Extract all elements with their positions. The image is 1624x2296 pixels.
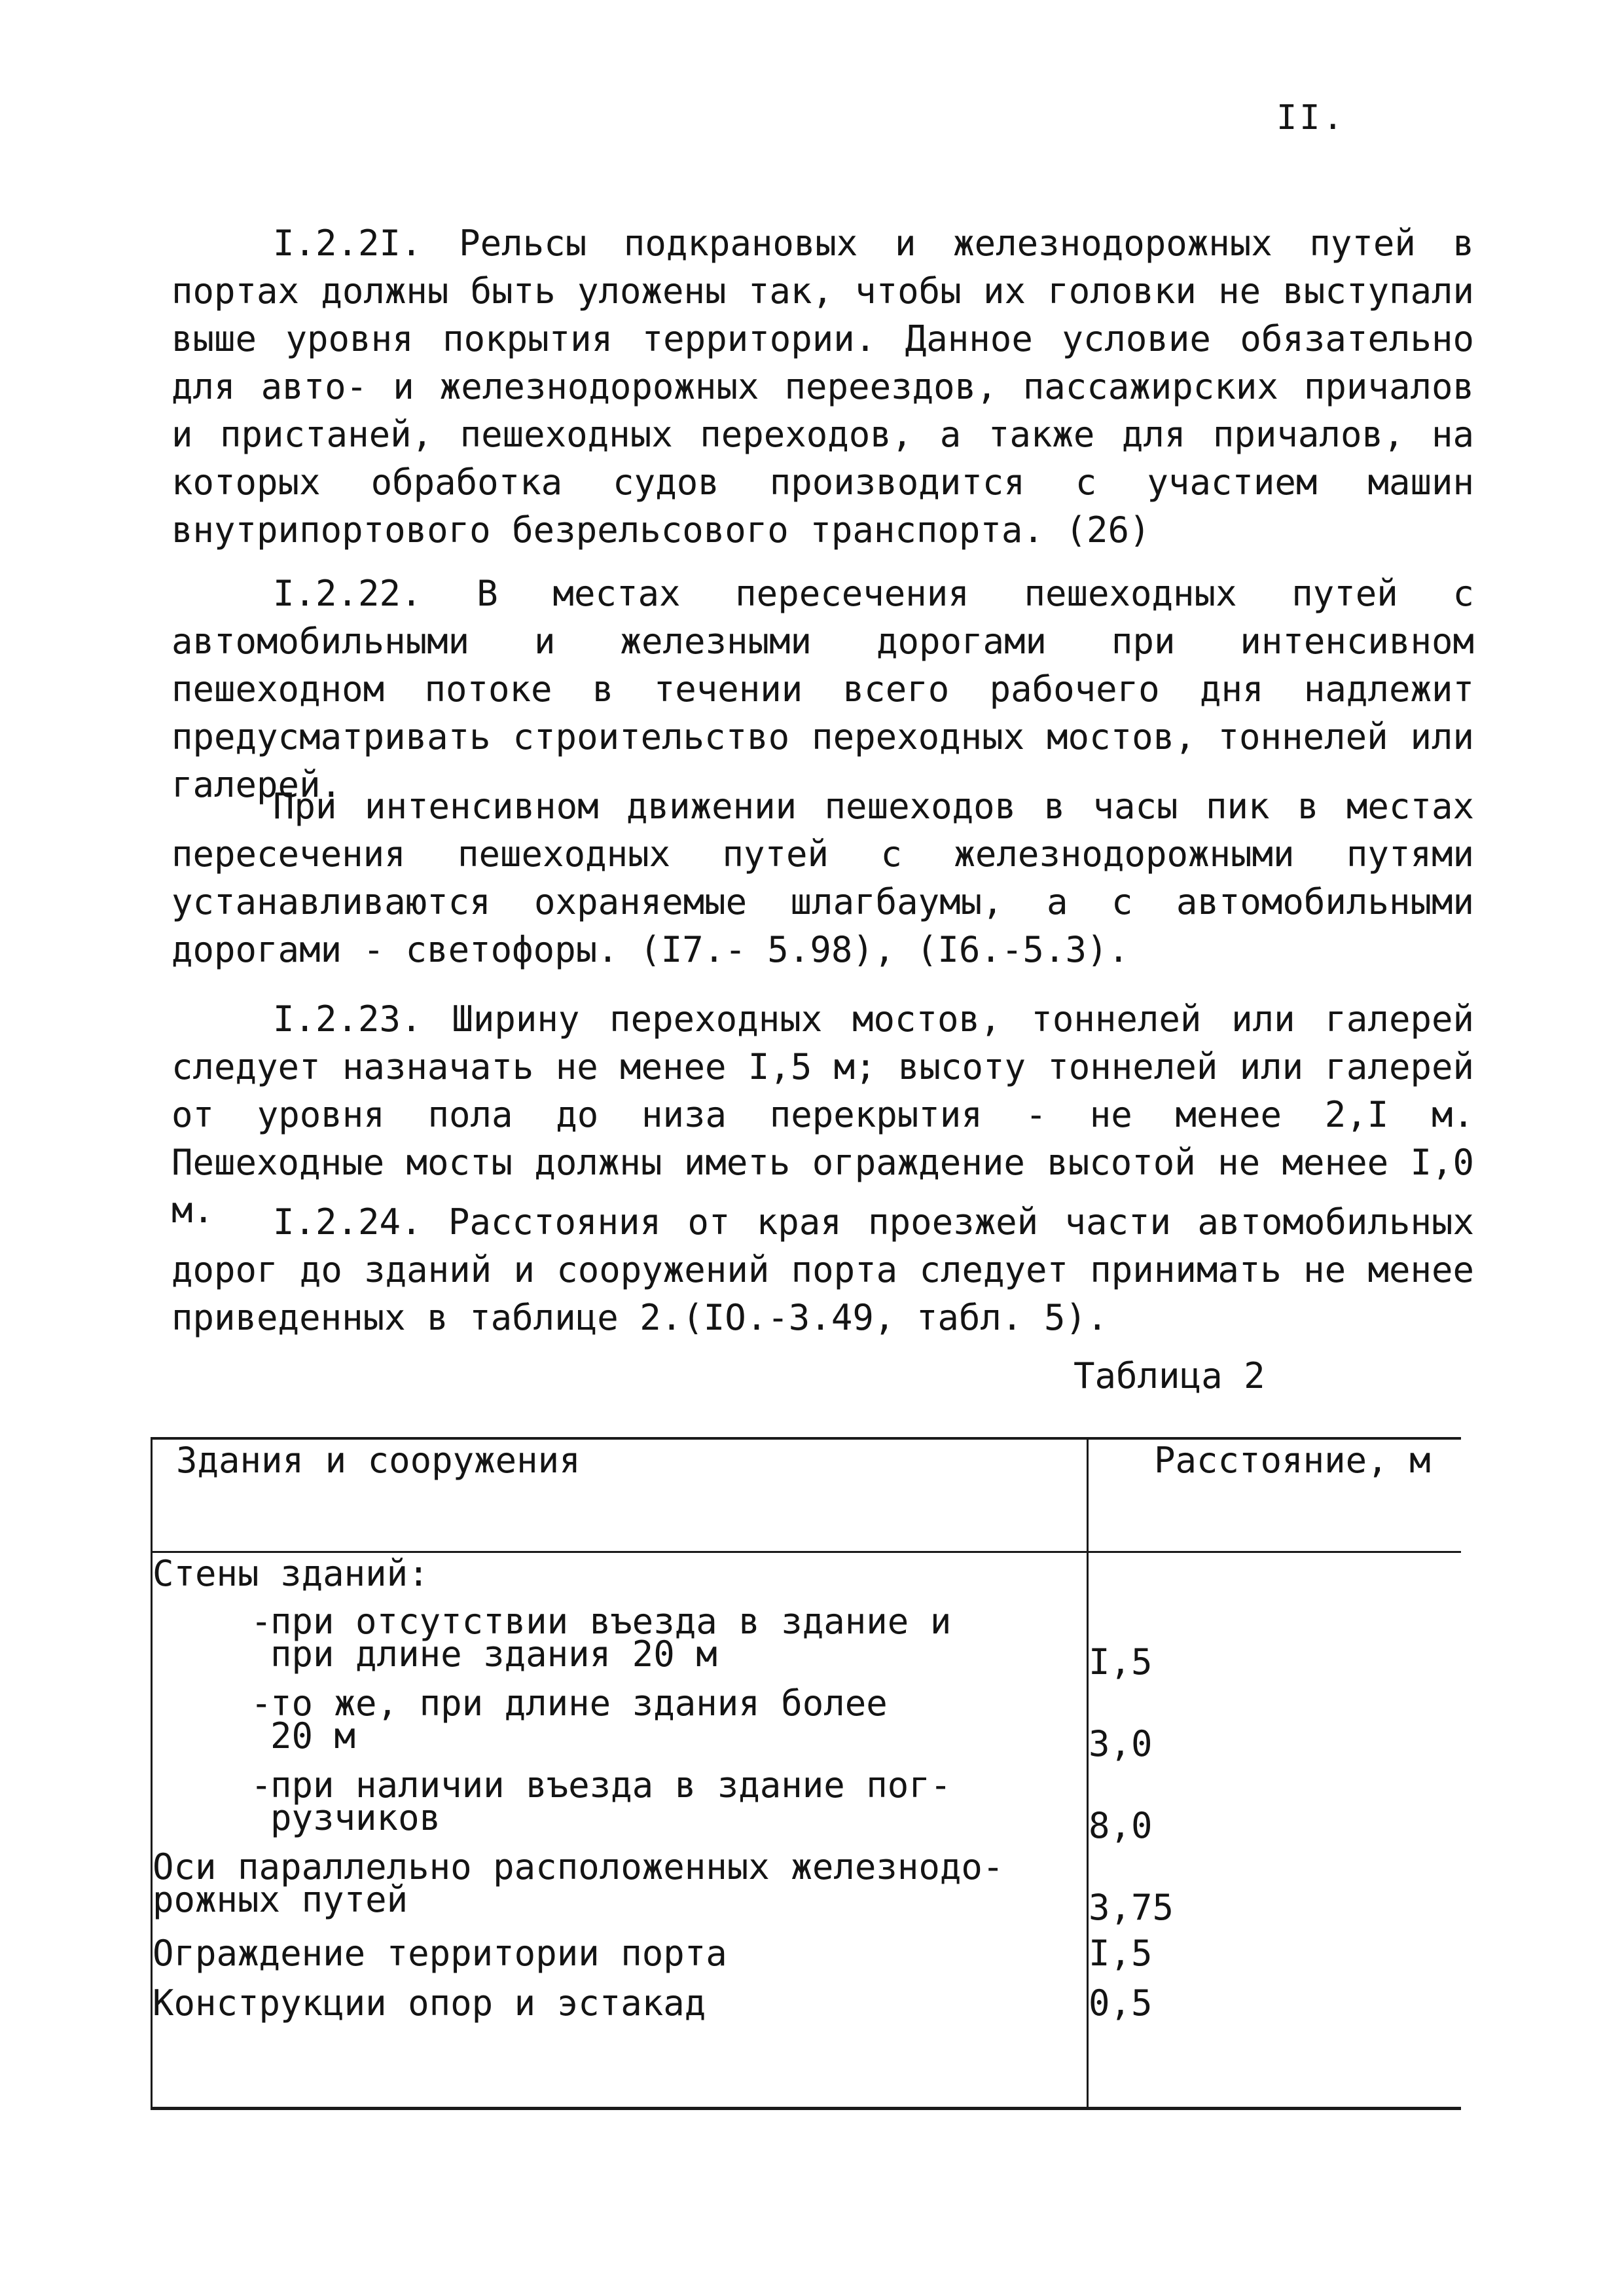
table-row — [152, 1851, 1461, 1933]
sub-item — [153, 1764, 1087, 1851]
paragraph-1-2-24 — [171, 1198, 1474, 1341]
table-caption: Таблица 2 — [1074, 1355, 1265, 1396]
dash-marker: - — [251, 1683, 272, 1724]
sub-item — [153, 1683, 1087, 1769]
paragraph-text: I.2.22. В местах пересечения пешеходных путей с автомобильными и железными дорогами при интенсивном пешеходном потоке в течении всего рабочего дня надлежит предусматривать строительство переходных мостов, тоннелей или галерей. — [171, 573, 1474, 805]
row-value — [1088, 1687, 1461, 1769]
group-label: Стены зданий: — [152, 1552, 1088, 1606]
row-value — [1088, 1769, 1461, 1851]
table-row — [152, 1552, 1461, 1606]
sub-item-line: при отсутствии въезда в здание и — [270, 1601, 952, 1642]
table-row — [152, 1687, 1461, 1769]
header-buildings: Здания и сооружения — [152, 1438, 1088, 1552]
row-label-line: рожных путей — [153, 1879, 408, 1920]
row-label: Конструкции опор и эстакад — [152, 1982, 1088, 2109]
paragraph-1-2-21 — [171, 219, 1474, 554]
value-text: I,5 — [1089, 1641, 1153, 1683]
row-value: I,5 — [1089, 1933, 1153, 1974]
dash-marker: - — [251, 1601, 272, 1642]
table-row — [152, 1982, 1461, 2109]
row-label: Ограждение территории порта — [152, 1933, 1088, 1982]
row-label — [152, 1764, 1088, 1851]
dash-marker: - — [251, 1764, 272, 1806]
value-text: 8,0 — [1089, 1805, 1153, 1846]
header-distance: Расстояние, м — [1088, 1438, 1461, 1552]
sub-item-line: при длине здания 20 м — [270, 1633, 717, 1675]
paragraph-text: При интенсивном движении пешеходов в часы пик в местах пересечения пешеходных путей с железнодорожными путями устанавливаются охраняемые шлагбаумы, а с автомобильными дорогами - светофоры. (I7.- 5.98), (I6.-5.3). — [171, 786, 1474, 970]
table-row — [152, 1933, 1461, 1982]
sub-item-line: рузчиков — [270, 1797, 441, 1838]
paragraph-text: I.2.2I. Рельсы подкрановых и железнодорожных путей в портах должны быть уложены так, чтобы их головки не выступали выше уровня покрытия территории. Данное условие обязательно для авто- и железнодорожных переездов, пассажирских причалов и пристаней, пешеходных переходов, а также для причалов, на которых обработка судов производится с участием машин внутрипортового безрельсового транспорта. (26) — [171, 223, 1474, 551]
sub-item-line: 20 м — [270, 1715, 356, 1757]
paragraph-1-2-22-continued — [171, 782, 1474, 974]
paragraph-text: I.2.23. Ширину переходных мостов, тоннелей или галерей следует назначать не менее I,5 м; высоту тоннелей или галерей от уровня пола до низа перекрытия - не менее 2,I м. Пешеходные мосты должны иметь ограждение высотой не менее I,0 м. — [171, 998, 1474, 1231]
table-header-row — [152, 1438, 1461, 1552]
row-label — [152, 1683, 1088, 1769]
row-value: 0,5 — [1088, 1982, 1461, 2109]
page-number: II. — [1276, 98, 1346, 137]
table-row — [152, 1769, 1461, 1851]
row-value — [1088, 1851, 1461, 1933]
table-row — [152, 1605, 1461, 1687]
row-label — [152, 1846, 1088, 1933]
sub-item — [153, 1601, 1087, 1687]
row-label-line: Оси параллельно расположенных железнодо- — [153, 1846, 1004, 1887]
row-label — [152, 1601, 1088, 1687]
sub-item-line: при наличии въезда в здание пог- — [270, 1764, 952, 1806]
paragraph-text: I.2.24. Расстояния от края проезжей части автомобильных дорог до зданий и сооружений порта следует принимать не менее приведенных в таблице 2.(IO.-3.49, табл. 5). — [171, 1201, 1474, 1338]
paragraph-1-2-22 — [171, 570, 1474, 809]
empty-cell — [1088, 1552, 1461, 1606]
row-value — [1088, 1605, 1461, 1687]
distance-table — [151, 1437, 1461, 2110]
sub-item-line: то же, при длине здания более — [270, 1683, 888, 1724]
value-text: 3,75 — [1089, 1887, 1174, 1928]
value-text: 3,0 — [1089, 1723, 1153, 1764]
